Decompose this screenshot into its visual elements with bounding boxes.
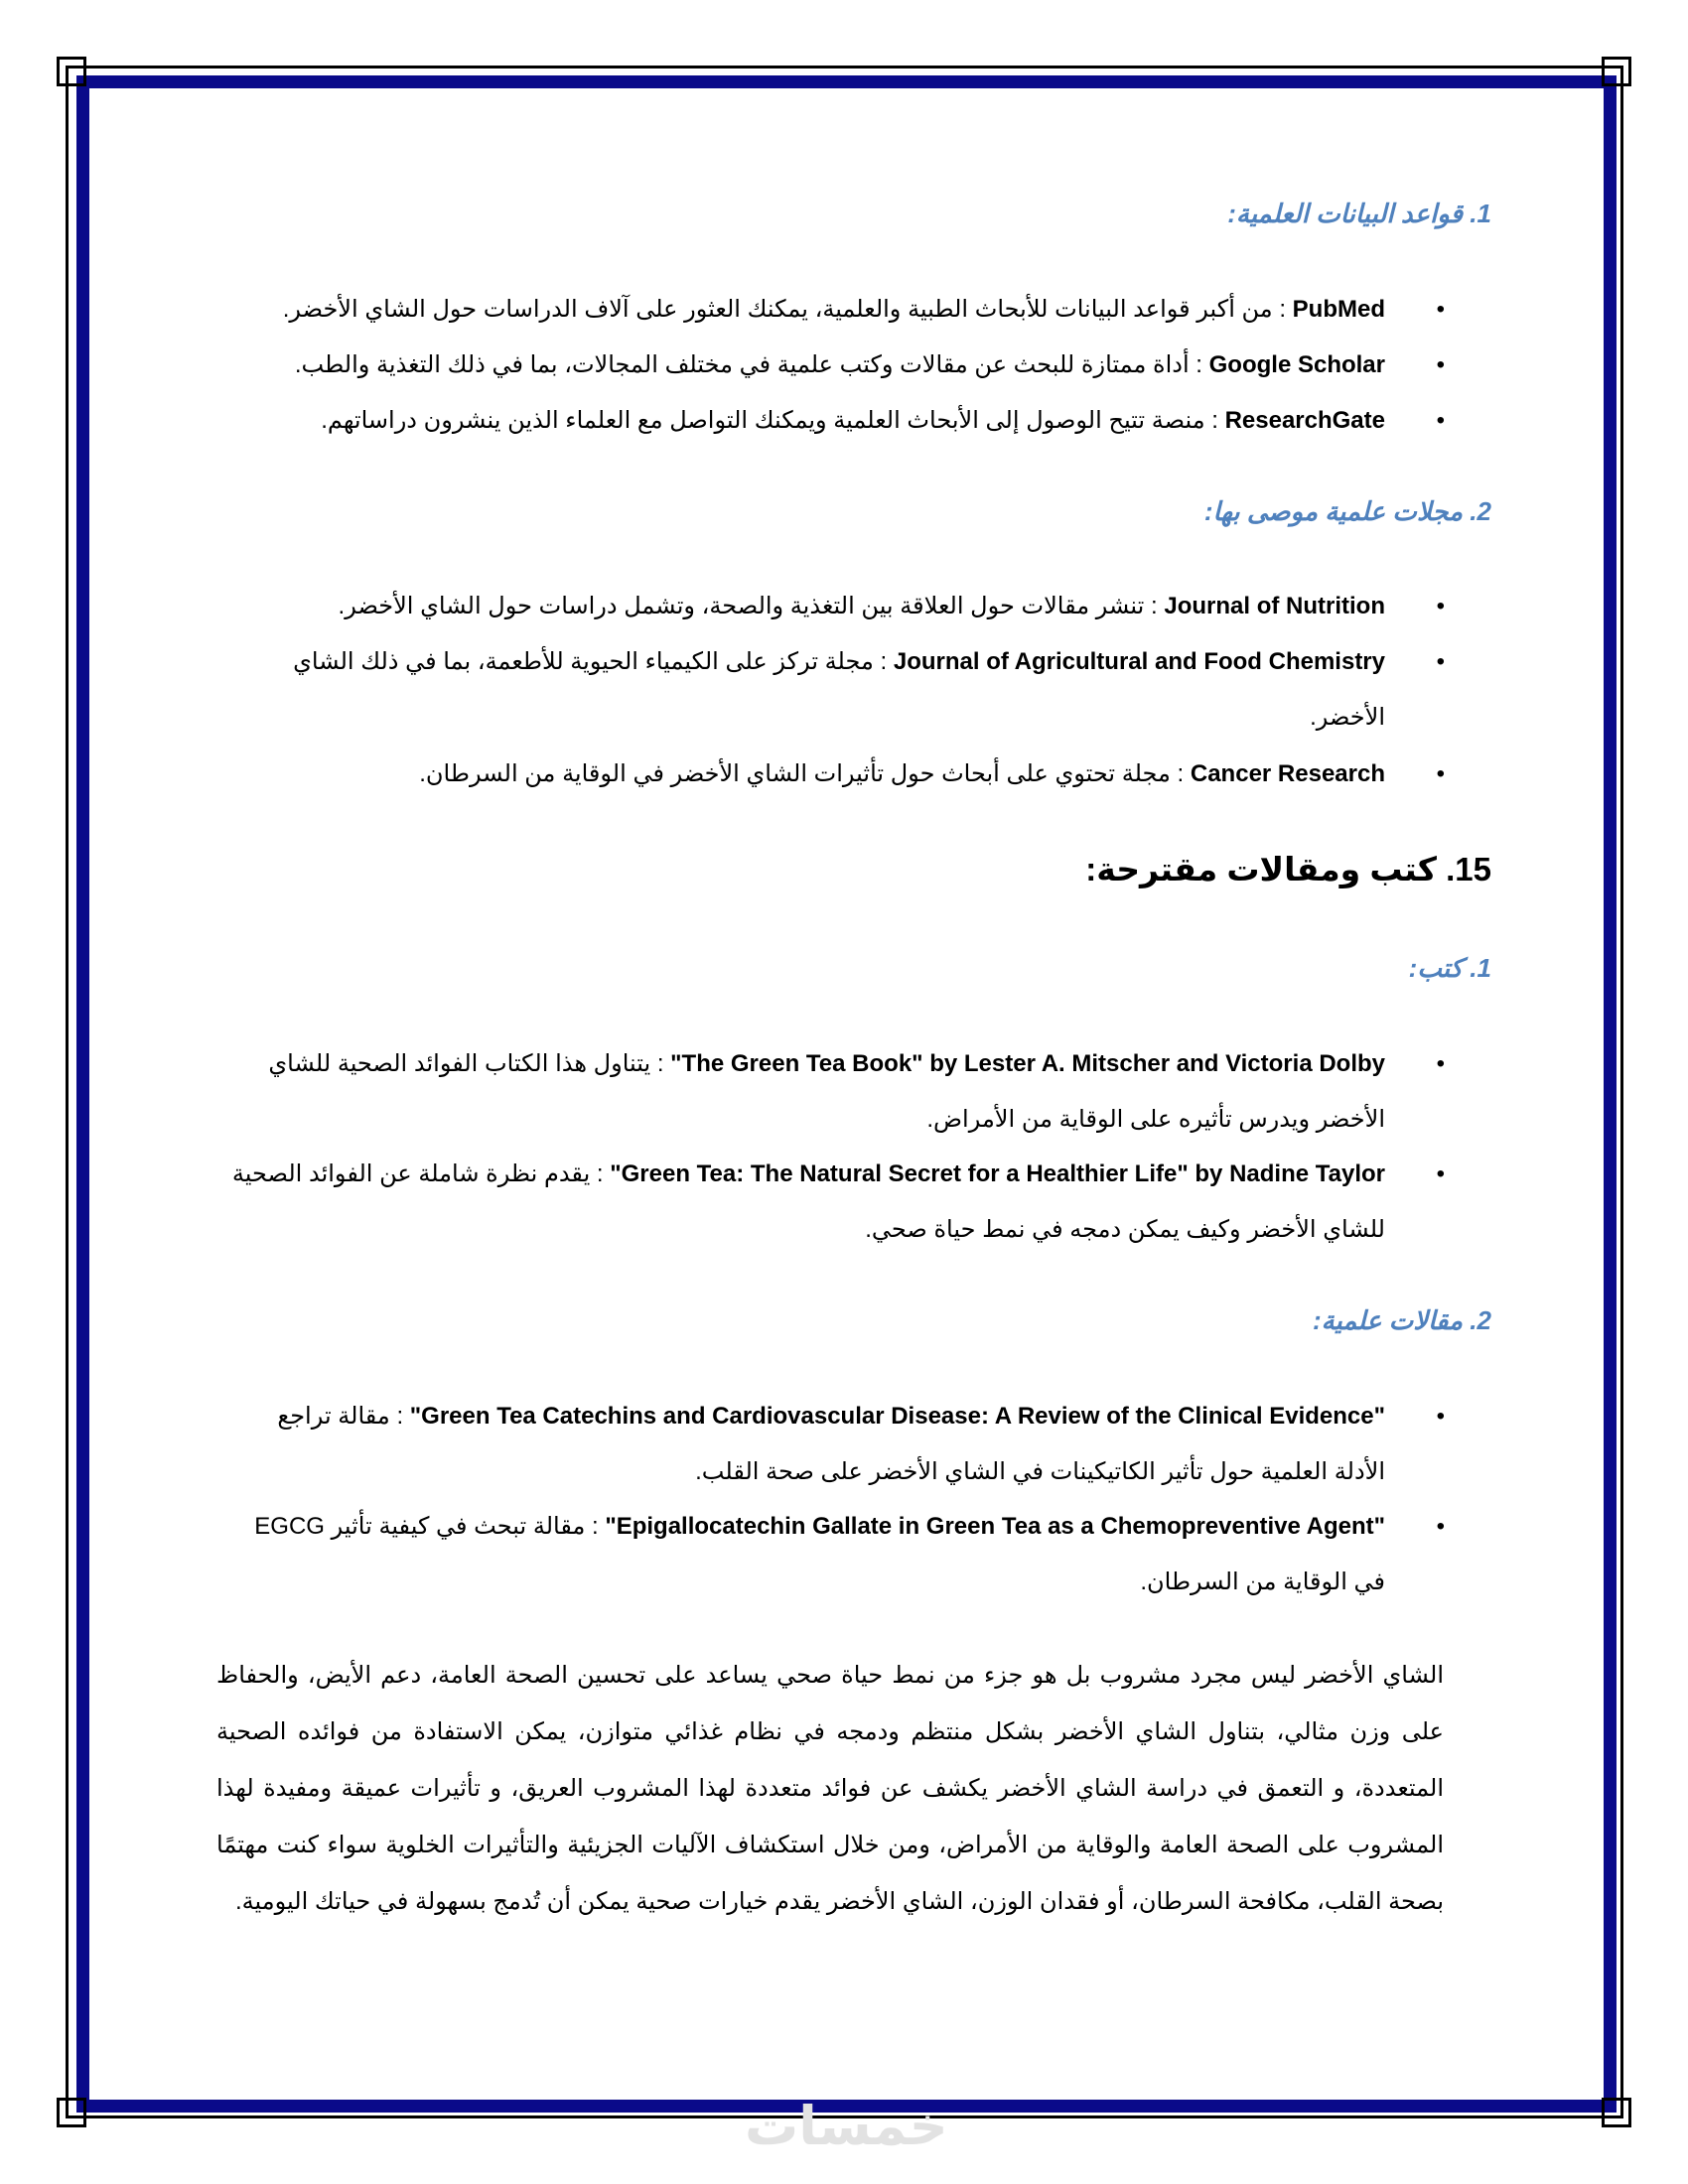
border-corner <box>57 57 86 86</box>
item-label: PubMed <box>1292 296 1385 323</box>
item-label: Cancer Research <box>1190 760 1385 787</box>
border-corner <box>1602 2098 1631 2127</box>
bullet-icon: • <box>1436 296 1445 323</box>
main-heading: 15. كتب ومقالات مقترحة: <box>1085 851 1491 887</box>
border-corner <box>57 2098 86 2127</box>
bullet-icon: • <box>1436 648 1445 675</box>
item-text: : مجلة تحتوي على أبحاث حول تأثيرات الشاي الأخضر في الوقاية من السرطان. <box>419 760 1191 787</box>
item-text: : منصة تتيح الوصول إلى الأبحاث العلمية ويمكنك التواصل مع العلماء الذين ينشرون دراساتهم. <box>321 407 1225 434</box>
item-label: "Epigallocatechin Gallate in Green Tea as a Chemopreventive Agent" <box>605 1513 1385 1540</box>
section-heading: 1. كتب: <box>1408 953 1491 983</box>
item-label: "Green Tea Catechins and Cardiovascular Disease: A Review of the Clinical Evidence" <box>409 1403 1385 1430</box>
border-corner <box>1602 57 1631 86</box>
list-item <box>228 1147 1445 1258</box>
item-text: : تنشر مقالات حول العلاقة بين التغذية والصحة، وتشمل دراسات حول الشاي الأخضر. <box>338 593 1165 619</box>
item-label: Journal of Agricultural and Food Chemistry <box>893 648 1385 675</box>
item-label: "The Green Tea Book" by Lester A. Mitscher and Victoria Dolby <box>670 1050 1385 1077</box>
list-item <box>228 1036 1445 1148</box>
item-text: : يتناول هذا الكتاب الفوائد الصحية للشاي الأخضر ويدرس تأثيره على الوقاية من الأمراض. <box>268 1050 1385 1133</box>
list-item <box>228 579 1445 634</box>
bullet-icon: • <box>1436 407 1445 434</box>
watermark-logo: خمسات <box>745 2097 948 2156</box>
list-item <box>228 282 1445 338</box>
bullet-icon: • <box>1436 760 1445 787</box>
item-text: : مقالة تراجع الأدلة العلمية حول تأثير الكاتيكينات في الشاي الأخضر على صحة القلب. <box>277 1403 1385 1485</box>
section-heading: 2. مقالات علمية: <box>1312 1305 1491 1335</box>
item-label: ResearchGate <box>1224 407 1385 434</box>
item-text: : مجلة تركز على الكيمياء الحيوية للأطعمة، بما في ذلك الشاي الأخضر. <box>293 648 1385 731</box>
item-text: : يقدم نظرة شاملة عن الفوائد الصحية للشاي الأخضر وكيف يمكن دمجه في نمط حياة صحي. <box>231 1160 1385 1243</box>
conclusion-paragraph: الشاي الأخضر ليس مجرد مشروب بل هو جزء من نمط حياة صحي يساعد على تحسين الصحة العامة، دعم الأيض، والحفاظ على وزن مثالي، بتناول الشاي الأخضر بشكل منتظم ودمجه في نظام غذائي متوازن، يمكن الاستفادة من فوائده الصحية المتعددة، و التعمق في دراسة الشاي الأخضر يكشف عن فوائد متعددة لهذا المشروب العريق، و تأثيرات عميقة ومفيدة لهذا المشروب على الصحة العامة والوقاية من الأمراض، ومن خلال استكشاف الآليات الجزيئية والتأثيرات الخلوية سواء كنت مهتمًا بصحة القلب، مكافحة السرطان، أو فقدان الوزن، الشاي الأخضر يقدم خيارات صحية يمكن أن تُدمج بسهولة في حياتك اليومية. <box>216 1662 1444 1915</box>
item-label: Google Scholar <box>1208 351 1385 378</box>
bullet-icon: • <box>1436 1403 1445 1430</box>
bullet-icon: • <box>1436 593 1445 619</box>
item-text: : أداة ممتازة للبحث عن مقالات وكتب علمية في مختلف المجالات، بما في ذلك التغذية والطب. <box>294 351 1209 378</box>
item-label: "Green Tea: The Natural Secret for a Healthier Life" by Nadine Taylor <box>610 1160 1385 1187</box>
list-item <box>228 747 1445 802</box>
list-item <box>228 634 1445 746</box>
item-text: : مقالة تبحث في كيفية تأثير EGCG في الوقاية من السرطان. <box>254 1513 1385 1595</box>
item-text: : من أكبر قواعد البيانات للأبحاث الطبية والعلمية، يمكنك العثور على آلاف الدراسات حول الشاي الأخضر. <box>282 296 1293 323</box>
bullet-icon: • <box>1436 1513 1445 1540</box>
section-heading: 1. قواعد البيانات العلمية: <box>1227 199 1491 228</box>
bullet-icon: • <box>1436 1050 1445 1077</box>
section-heading: 2. مجلات علمية موصى بها: <box>1203 496 1491 526</box>
list-item <box>228 1499 1445 1610</box>
list-item <box>228 1389 1445 1500</box>
bullet-icon: • <box>1436 351 1445 378</box>
bullet-icon: • <box>1436 1160 1445 1187</box>
item-label: Journal of Nutrition <box>1164 593 1385 619</box>
list-item <box>228 393 1445 449</box>
list-item <box>228 338 1445 393</box>
